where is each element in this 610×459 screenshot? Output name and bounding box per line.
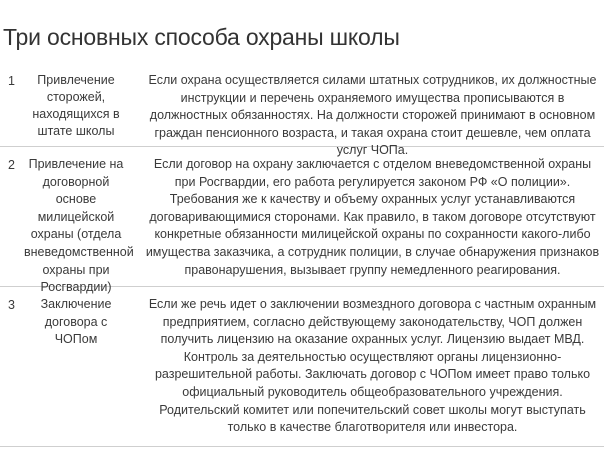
table-row [0,62,604,158]
method-description: Если договор на охрану заключается с отделом вневедомственной охраны при Росгвардии, его работа регулируется законом РФ «О полиции». Требования же к качеству и объему охранных услуг устанавливаются договаривающимися сторонами. Как правило, в таком договоре отсутствуют конкретные обязанности милицейской охраны по сохранности какого-либо имущества заказчика, а сотрудник полиции, в случае обнаружения признаков правонарушения, вызывает группу немедленного реагирования. [145,157,600,277]
row-number: 2 [8,158,15,172]
method-name: Привлечение на договорной основе милицейской охраны (отдела вневедомственной охраны при Росгвардии) [24,157,134,295]
row-number: 3 [8,298,15,312]
method-name: Привлечение сторожей, находящихся в штате школы [32,73,120,138]
table-row [0,286,604,447]
method-description: Если же речь идет о заключении возмездного договора с частным охранным предприятием, согласно действующему законодательству, ЧОП должен получить лицензию на оказание охранных услуг. Лицензию выдает МВД. Контроль за деятельностью осуществляют органы лицензионно-разрешительной работы. Заключать договор с ЧОПом имеет право только официальный руководитель общеобразовательного учреждения. Родительский комитет или попечительский совет школы могут выступать только в качестве благотворителя или инвестора. [148,297,597,435]
method-description: Если охрана осуществляется силами штатных сотрудников, их должностные инструкции и перечень охраняемого имущества прописываются в должностных обязанностях. На должности сторожей принимают в основном граждан пенсионного возраста, и такая охрана стоит дешевле, чем оплата услуг ЧОПа. [148,73,597,158]
document-title: Три основных способа охраны школы [3,24,400,50]
method-name: Заключение договора с ЧОПом [40,297,112,347]
table-row [0,146,604,295]
row-number: 1 [8,74,15,88]
